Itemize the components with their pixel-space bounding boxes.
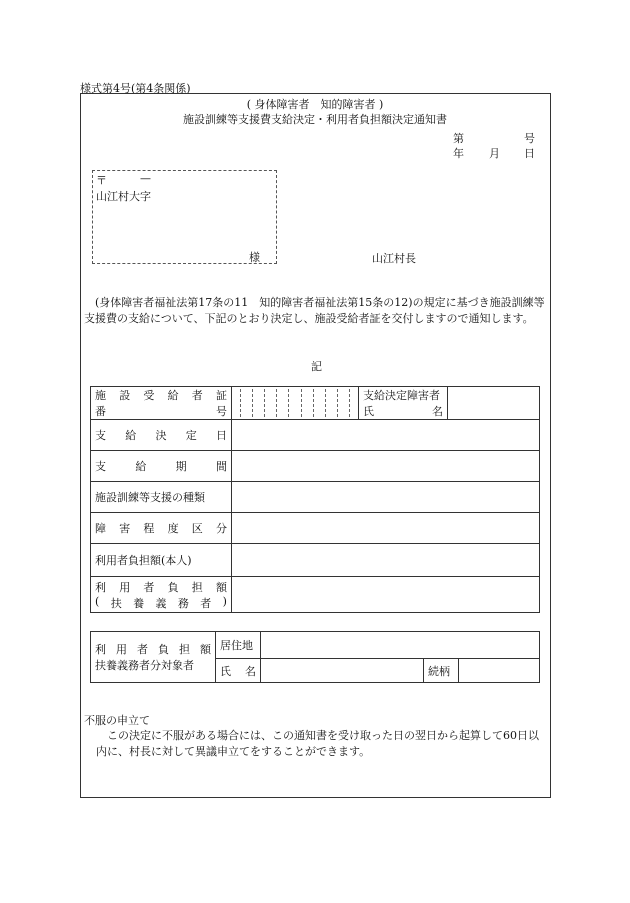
address-text: 山江村大字 — [96, 190, 151, 203]
label-char: 者 — [200, 596, 212, 610]
payment-period-value — [232, 451, 540, 482]
label-char: 度 — [167, 522, 179, 535]
date-year: 年 — [453, 147, 464, 160]
date-day: 日 — [524, 147, 535, 160]
label-char: 支 — [95, 460, 106, 473]
label-char: 名 — [245, 664, 256, 678]
label-char: 負 — [158, 643, 169, 656]
label-char: 氏 — [363, 405, 374, 418]
residence-value — [261, 632, 540, 659]
payment-period-label — [91, 451, 232, 482]
label-char: 支 — [95, 429, 106, 442]
label-char: 程 — [143, 522, 155, 535]
label-char: 担 — [191, 580, 203, 594]
label-char: 利用者負担額(本人) — [95, 554, 192, 567]
ki-mark: 記 — [311, 360, 322, 373]
label-char: 給 — [167, 389, 179, 402]
label-char: ) — [222, 594, 227, 608]
table-row — [91, 387, 540, 420]
objection-text: この決定に不服がある場合には、この通知書を受け取った日の翌日から起算して60日以内に、村長に対して異議申立てをすることができます。 — [96, 729, 539, 758]
form-number: 様式第4号(第4条関係) — [80, 82, 191, 95]
label-char: 額 — [200, 643, 211, 656]
label-char: 期 — [175, 460, 187, 473]
decision-date-value — [232, 420, 540, 451]
table-row — [91, 420, 540, 451]
decision-date-label — [91, 420, 232, 451]
issuer: 山江村長 — [372, 252, 416, 265]
label-char: 用 — [116, 643, 127, 656]
objection-title: 不服の申立て — [84, 714, 150, 727]
user-burden-support-value — [232, 577, 540, 613]
disabled-person-name-value — [448, 387, 540, 420]
label-char: 間 — [215, 460, 227, 473]
label-char: 利 — [95, 643, 106, 656]
label-char: 日 — [216, 429, 227, 442]
decision-table — [90, 386, 540, 613]
label-char: 決 — [155, 429, 167, 442]
support-obligor-label — [91, 632, 216, 683]
label-char: 号 — [216, 405, 227, 418]
label-char: 施設訓練等支援の種類 — [95, 491, 205, 504]
label-char: 務 — [177, 596, 189, 610]
disability-level-value — [232, 513, 540, 544]
table-row — [91, 577, 540, 613]
label-char: 氏 — [220, 664, 231, 678]
label-char: 害 — [119, 522, 131, 535]
label-char: 用 — [119, 580, 131, 594]
support-obligor-label-line2: 扶養義務者分対象者 — [95, 659, 194, 672]
support-obligor-table — [90, 631, 540, 683]
label-char: 区 — [191, 522, 203, 535]
name-label — [216, 659, 261, 683]
table-row — [91, 544, 540, 577]
support-type-value — [232, 482, 540, 513]
postal-dash: — — [140, 172, 151, 185]
label-char: 負 — [167, 580, 179, 594]
name-value — [261, 659, 424, 683]
user-burden-self-value — [232, 544, 540, 577]
label-char: 扶 — [110, 596, 122, 610]
table-row — [91, 632, 540, 659]
label-char: 番 — [95, 405, 106, 418]
date-month: 月 — [489, 147, 500, 160]
label-char: 者 — [137, 643, 148, 656]
postal-mark: 〒 — [96, 174, 107, 187]
support-type-label — [91, 482, 232, 513]
label-char: 設 — [119, 389, 131, 402]
label-char: 者 — [143, 580, 155, 594]
cert-number-label — [91, 387, 232, 420]
label-char: 給 — [125, 429, 137, 442]
user-burden-support-label — [91, 577, 232, 613]
disabled-person-label — [359, 387, 448, 420]
label-char: 義 — [155, 596, 167, 610]
number-prefix: 第 — [453, 132, 464, 145]
honorific: 様 — [249, 251, 260, 264]
label-char: 養 — [133, 596, 145, 610]
table-row — [91, 513, 540, 544]
table-row — [91, 451, 540, 482]
table-row — [91, 482, 540, 513]
label-char: 利 — [95, 580, 106, 594]
label-char: 給 — [135, 460, 147, 473]
disabled-person-label-top: 支給決定障害者 — [363, 389, 440, 402]
relation-label: 続柄 — [424, 659, 459, 683]
label-char: 障 — [95, 522, 106, 535]
label-char: 定 — [185, 429, 197, 442]
residence-label: 居住地 — [216, 632, 261, 659]
document-title: 施設訓練等支援費支給決定・利用者負担額決定通知書 — [183, 113, 447, 126]
cert-number-cells — [232, 387, 359, 420]
label-char: 受 — [143, 389, 155, 402]
body-text: (身体障害者福祉法第17条の11 知的障害者福祉法第15条の12)の規定に基づき施設訓練等支援費の支給について、下記のとおり決定し、施設受給者証を交付しますので通知します。 — [84, 296, 545, 325]
disability-level-label — [91, 513, 232, 544]
label-char: 証 — [215, 389, 227, 402]
label-char: 担 — [179, 643, 190, 656]
label-char: 名 — [432, 405, 443, 418]
relation-value — [459, 659, 540, 683]
number-suffix: 号 — [524, 132, 535, 145]
label-char: 施 — [95, 389, 106, 402]
label-char: 分 — [215, 522, 227, 535]
label-char: ( — [95, 594, 100, 608]
label-char: 額 — [215, 580, 227, 594]
heading-category: ( 身体障害者 知的障害者 ) — [246, 98, 384, 111]
user-burden-self-label — [91, 544, 232, 577]
label-char: 者 — [191, 389, 203, 402]
